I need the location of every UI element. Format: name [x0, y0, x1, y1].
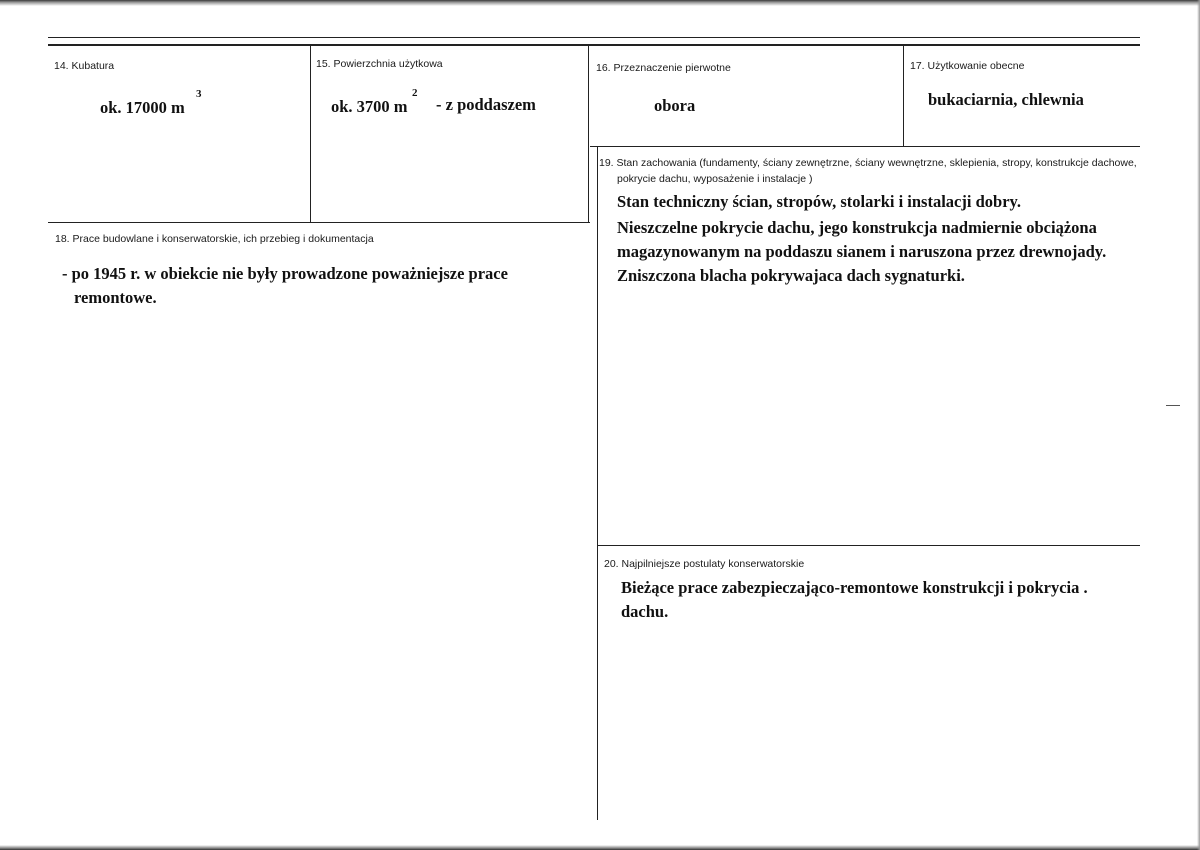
field-15-label: 15. Powierzchnia użytkowa — [316, 58, 443, 70]
field-20-value: Bieżące prace zabezpieczająco-remontowe konstrukcji i pokrycia . dachu. — [621, 578, 1088, 621]
field-17-label: 17. Użytkowanie obecne — [910, 60, 1025, 72]
field-19-line-1: Stan techniczny ścian, stropów, stolarki i instalacji dobry. — [617, 192, 1021, 211]
field-17-value: bukaciarnia, chlewnia — [928, 90, 1084, 109]
field-18-value: - po 1945 r. w obiekcie nie były prowadzone poważniejsze prace remontowe. — [62, 264, 508, 307]
field-14-label: 14. Kubatura — [54, 60, 115, 72]
field-14-value: ok. 17000 m — [100, 98, 185, 117]
field-19-line-3: Zniszczona blacha pokrywajaca dach sygnaturki. — [617, 266, 965, 285]
field-19-label: 19. Stan zachowania (fundamenty, ściany zewnętrzne, ściany wewnętrzne, sklepienia, stropy, konstrukcje dachowe, pokrycie dachu, wyposażenie i instalacje ) — [599, 157, 1137, 185]
field-16-value: obora — [654, 96, 696, 115]
field-14-unit-exponent: 3 — [196, 88, 202, 100]
field-15-note: - z poddaszem — [436, 95, 536, 114]
field-16-label: 16. Przeznaczenie pierwotne — [596, 62, 731, 74]
field-18-label: 18. Prace budowlane i konserwatorskie, ich przebieg i dokumentacja — [55, 233, 374, 245]
field-15-unit-exponent: 2 — [412, 87, 418, 99]
scan-edge-top — [0, 0, 1200, 6]
scan-edge-bottom — [0, 845, 1200, 850]
field-20-label: 20. Najpilniejsze postulaty konserwatorskie — [604, 558, 805, 570]
field-15-value: ok. 3700 m — [331, 97, 408, 116]
field-19-line-2: Nieszczelne pokrycie dachu, jego konstrukcja nadmiernie obciążona magazynowanym na poddaszu sianem i naruszona przez drewnojady. — [617, 218, 1107, 261]
